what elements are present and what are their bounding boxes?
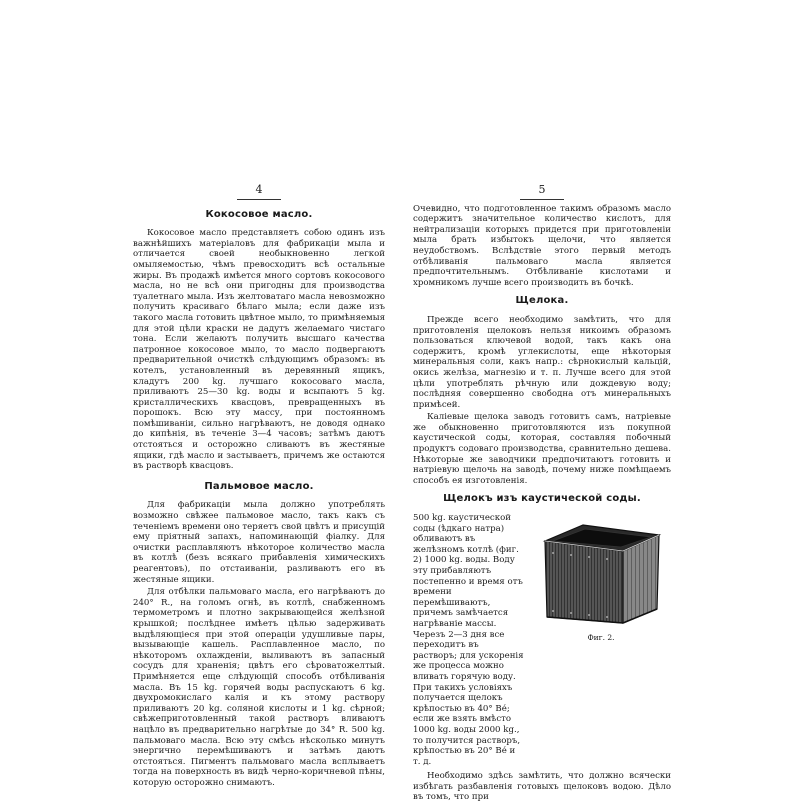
page-number-rule: [237, 199, 281, 200]
figure-caption: Фиг. 2.: [587, 633, 615, 643]
paragraph-closing: Необходимо здѣсь замѣтить, что должно всячески избѣгать разбавленія готовыхъ щелоковъ водою. Дѣло въ томъ, что при: [413, 771, 671, 803]
heading-lye: Щелока.: [515, 295, 569, 307]
iron-tank-illustration: [531, 513, 671, 631]
paragraph-intro: Очевидно, что подготовленное такимъ образомъ масло содержитъ значительное количество кислотъ, для нейтрализаціи которыхъ придется при приготовленіи мыла брать избытокъ щелочи, что является неудобствомъ. Вслѣдствіе этого первый методъ отбѣливанія пальмоваго масла является предпочтительнымъ. Отбѣливаніе кислотами и хромникомъ лучше всего производить въ бочкѣ.: [413, 203, 671, 288]
paragraph-palm-oil-2: Для отбѣлки пальмоваго масла, его нагрѣваютъ до 240° R., на голомъ огнѣ, въ котлѣ, снабженномъ термометромъ и плотно закрывающейся желѣзной крышкой; послѣднее имѣетъ цѣлью задерживать выдѣляющіеся при этой операціи удушливые пары, вызывающіе кашель. Расплавленное масло, по нѣкоторомъ охлажденіи, выливаютъ въ запасный сосудъ для храненія; цвѣтъ его сѣроватожелтый. Примѣняется еще слѣдующій способъ отбѣливанія масла. Въ 15 kg. горячей воды распускаютъ 6 kg. двухромокислаго калія и къ этому раствору приливаютъ 20 kg. соляной кислоты и 1 kg. сѣрной; свѣжеприготовленный такой растворъ вливаютъ нацѣло въ предварительно нагрѣтые до 34° R. 500 kg. пальмоваго масла. Всю эту смѣсь нѣсколько минутъ энергично перемѣшиваютъ и затѣмъ даютъ отстояться. Пигментъ пальмоваго масла всплываетъ тогда на поверхность въ видѣ черно-коричневой пѣны, которую осторожно снимаютъ.: [133, 587, 385, 788]
figure-2: [531, 513, 671, 644]
page-number-left: 4: [133, 185, 385, 196]
figure-block: [413, 513, 671, 767]
figure-side-text: 500 kg. каустической соды (ѣдкаго натра) обливаютъ въ желѣзномъ котлѣ (фиг. 2) 1000 kg. воды. Воду эту прибавляютъ постепенно и время отъ времени перемѣшиваютъ, причемъ замѣчается нагрѣваніе массы. Черезъ 2—3 дня все переходитъ въ растворъ; для ускоренія же процесса можно вливать горячую воду. При такихъ условіяхъ получается щелокъ крѣпостью въ 40° Bé; если же взять вмѣсто 1000 kg. воды 2000 kg., то получится растворъ, крѣпостью въ 20° Bé и т. д.: [413, 513, 524, 767]
heading-palm-oil: Пальмовое масло.: [204, 480, 314, 492]
left-page: [133, 185, 385, 790]
page-number-rule: [520, 199, 564, 200]
heading-coconut-oil: Кокосовое масло.: [205, 208, 313, 220]
page-number-right: 5: [413, 185, 671, 196]
paragraph-lye-1: Прежде всего необходимо замѣтить, что для приготовленія щелоковъ нельзя никоимъ образомъ пользоваться ключевой водой, такъ какъ она содержитъ, кромѣ углекислоты, еще нѣкоторыя минеральныя соли, какъ напр.: сѣрнокислый кальцій, окись желѣза, магнезію и т. п. Лучше всего для этой цѣли употреблять рѣчную или дождевую воду; послѣдняя совершенно свободна отъ минеральныхъ примѣсей.: [413, 314, 671, 410]
paragraph-palm-oil-1: Для фабрикаціи мыла должно употреблять возможно свѣжее пальмовое масло, такъ какъ съ теченіемъ времени оно теряетъ свой цвѣтъ и присущій ему пріятный запахъ, напоминающій фіалку. Для очистки расплавляютъ нѣкоторое количество масла въ котлѣ (безъ всякаго прибавленія химическихъ реагентовъ), по отстаиваніи, разливаютъ его въ жестяные ящики.: [133, 500, 385, 585]
paragraph-coconut-oil: Кокосовое масло представляетъ собою одинъ изъ важнѣйшихъ матеріаловъ для фабрикаціи мыла и отличается своей необыкновенно легкой омыляемостью, чѣмъ превосходитъ всѣ остальные жиры. Въ продажѣ имѣется много сортовъ кокосового масла, но не всѣ они пригодны для производства туалетнаго мыла. Изъ желтоватаго масла невозможно получить красиваго бѣлаго мыла; если даже изъ такого масла готовить цвѣтное мыло, то примѣняемыя для этой цѣли краски не дадутъ желаемаго чистаго тона. Если желаютъ получить высшаго качества патронное кокосовое мыло, то масло подвергаютъ предварительной очисткѣ слѣдующимъ образомъ: въ котелъ, установленный въ деревянный ящикъ, кладутъ 200 kg. лучшаго кокосоваго масла, приливаютъ 25—30 kg. воды и всыпаютъ 5 kg. кристаллическихъ квасцовъ, превращенныхъ въ порошокъ. Всю эту массу, при постоянномъ помѣшиваніи, сильно нагрѣваютъ, не доводя однако до кипѣнія, въ теченіе 3—4 часовъ; затѣмъ даютъ отстояться и осторожно сливаютъ въ жестяные ящики, гдѣ масло и застываетъ, причемъ же остаются въ растворѣ квасцовъ.: [133, 228, 385, 472]
paragraph-lye-2: Каліевые щелока заводъ готовитъ самъ, натріевые же обыкновенно приготовляются изъ покупной каустической соды, которая, составляя побочный продуктъ содоваго производства, сравнительно дешева. Нѣкоторые же заводчики предпочитаютъ готовить и натріевую щелочь на заводѣ, почему ниже помѣщаемъ способъ ея изготовленія.: [413, 412, 671, 486]
right-page: [413, 185, 671, 805]
heading-caustic-soda-lye: Щелокъ изъ каустической соды.: [443, 493, 641, 505]
